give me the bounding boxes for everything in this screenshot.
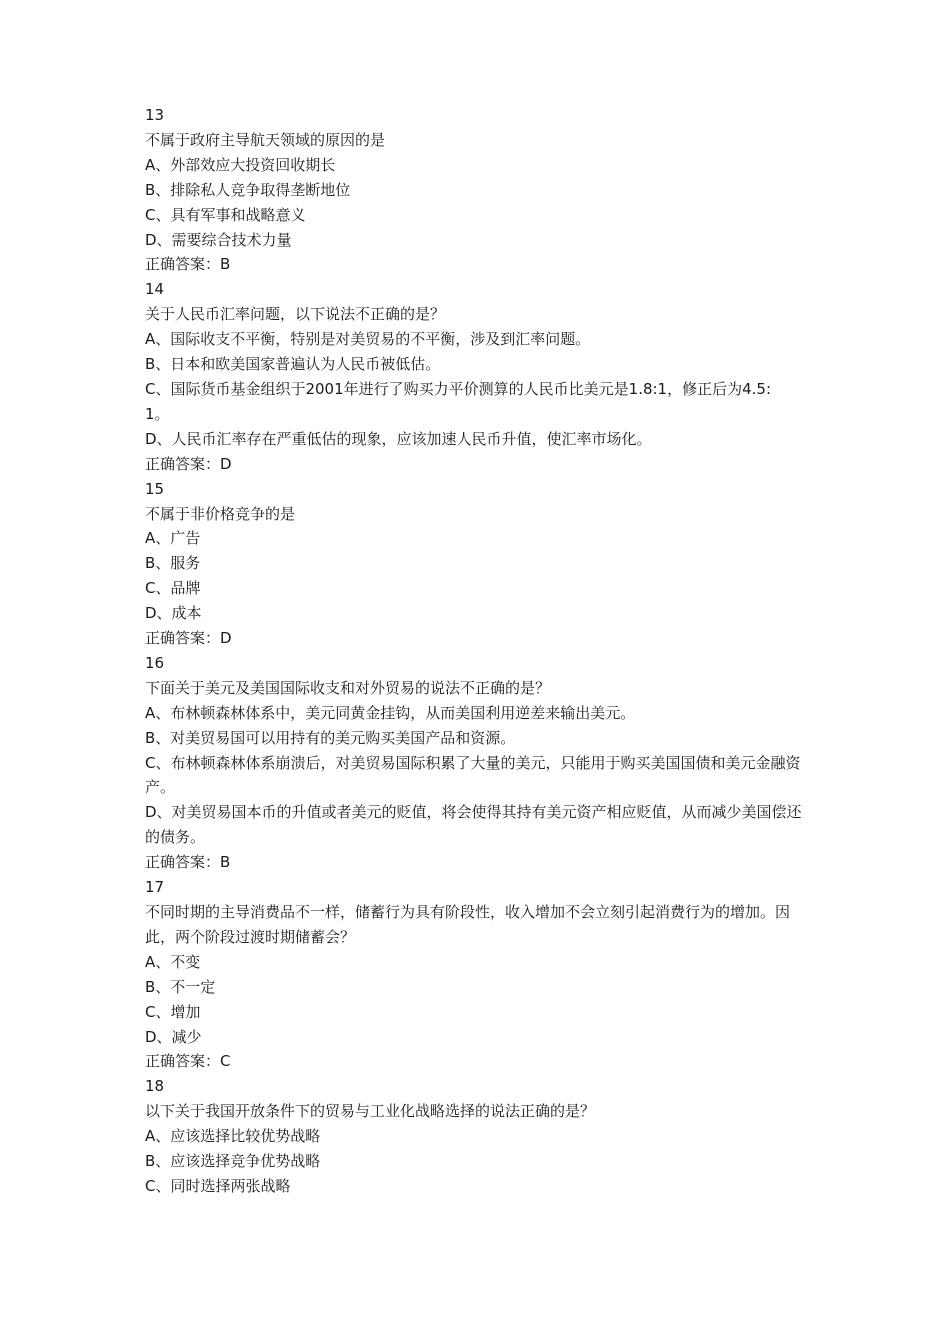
option-a: A、外部效应大投资回收期长 [145, 155, 336, 174]
option-b: B、排除私人竞争取得垄断地位 [145, 180, 351, 199]
question-block [145, 1074, 815, 1199]
option-c: C、国际货币基金组织于2001年进行了购买力平价测算的人民币比美元是1.8:1，修正后为4.5:1。 [145, 379, 772, 423]
option-c: C、布林顿森林体系崩溃后，对美贸易国际积累了大量的美元，只能用于购买美国国债和美元金融资产。 [145, 753, 801, 797]
question-text: 不属于非价格竞争的是 [145, 504, 296, 523]
option-c: C、具有军事和战略意义 [145, 205, 306, 224]
correct-answer: 正确答案：C [145, 1052, 231, 1071]
option-a: A、国际收支不平衡，特别是对美贸易的不平衡，涉及到汇率问题。 [145, 330, 591, 349]
option-d: D、成本 [145, 604, 202, 623]
option-d: D、对美贸易国本币的升值或者美元的贬值，将会使得其持有美元资产相应贬值，从而减少美国偿还的债务。 [145, 803, 802, 847]
option-c: C、同时选择两张战略 [145, 1176, 291, 1195]
option-b: B、服务 [145, 554, 201, 573]
option-d: D、需要综合技术力量 [145, 230, 292, 249]
option-a: A、应该选择比较优势战略 [145, 1127, 321, 1146]
question-block [145, 875, 815, 1074]
question-text: 关于人民币汇率问题，以下说法不正确的是？ [145, 305, 446, 324]
option-c: C、品牌 [145, 579, 201, 598]
correct-answer: 正确答案：D [145, 454, 232, 473]
document-page [145, 103, 815, 1199]
question-block [145, 651, 815, 875]
option-d: D、人民币汇率存在严重低估的现象，应该加速人民币升值，使汇率市场化。 [145, 429, 652, 448]
question-text: 下面关于美元及美国国际收支和对外贸易的说法不正确的是？ [145, 678, 551, 697]
question-text: 不属于政府主导航天领域的原因的是 [145, 130, 386, 149]
question-number: 17 [145, 878, 165, 897]
correct-answer: 正确答案：B [145, 853, 231, 872]
option-a: A、广告 [145, 529, 201, 548]
correct-answer: 正确答案：D [145, 629, 232, 648]
option-a: A、不变 [145, 952, 201, 971]
option-b: B、对美贸易国可以用持有的美元购买美国产品和资源。 [145, 728, 516, 747]
option-b: B、日本和欧美国家普遍认为人民币被低估。 [145, 355, 441, 374]
question-block [145, 103, 815, 277]
question-number: 13 [145, 106, 165, 124]
question-number: 14 [145, 280, 165, 299]
question-number: 15 [145, 479, 165, 498]
option-b: B、应该选择竞争优势战略 [145, 1152, 321, 1171]
option-c: C、增加 [145, 1002, 201, 1021]
question-text: 以下关于我国开放条件下的贸易与工业化战略选择的说法正确的是？ [145, 1102, 596, 1121]
correct-answer: 正确答案：B [145, 255, 231, 274]
question-number: 18 [145, 1077, 165, 1096]
option-b: B、不一定 [145, 977, 216, 996]
option-a: A、布林顿森林体系中，美元同黄金挂钩，从而美国利用逆差来输出美元。 [145, 703, 636, 722]
question-number: 16 [145, 653, 165, 672]
option-d: D、减少 [145, 1027, 202, 1046]
question-block [145, 477, 815, 651]
question-block [145, 277, 815, 476]
question-text: 不同时期的主导消费品不一样，储蓄行为具有阶段性，收入增加不会立刻引起消费行为的增加。因此，两个阶段过渡时期储蓄会？ [145, 903, 791, 946]
